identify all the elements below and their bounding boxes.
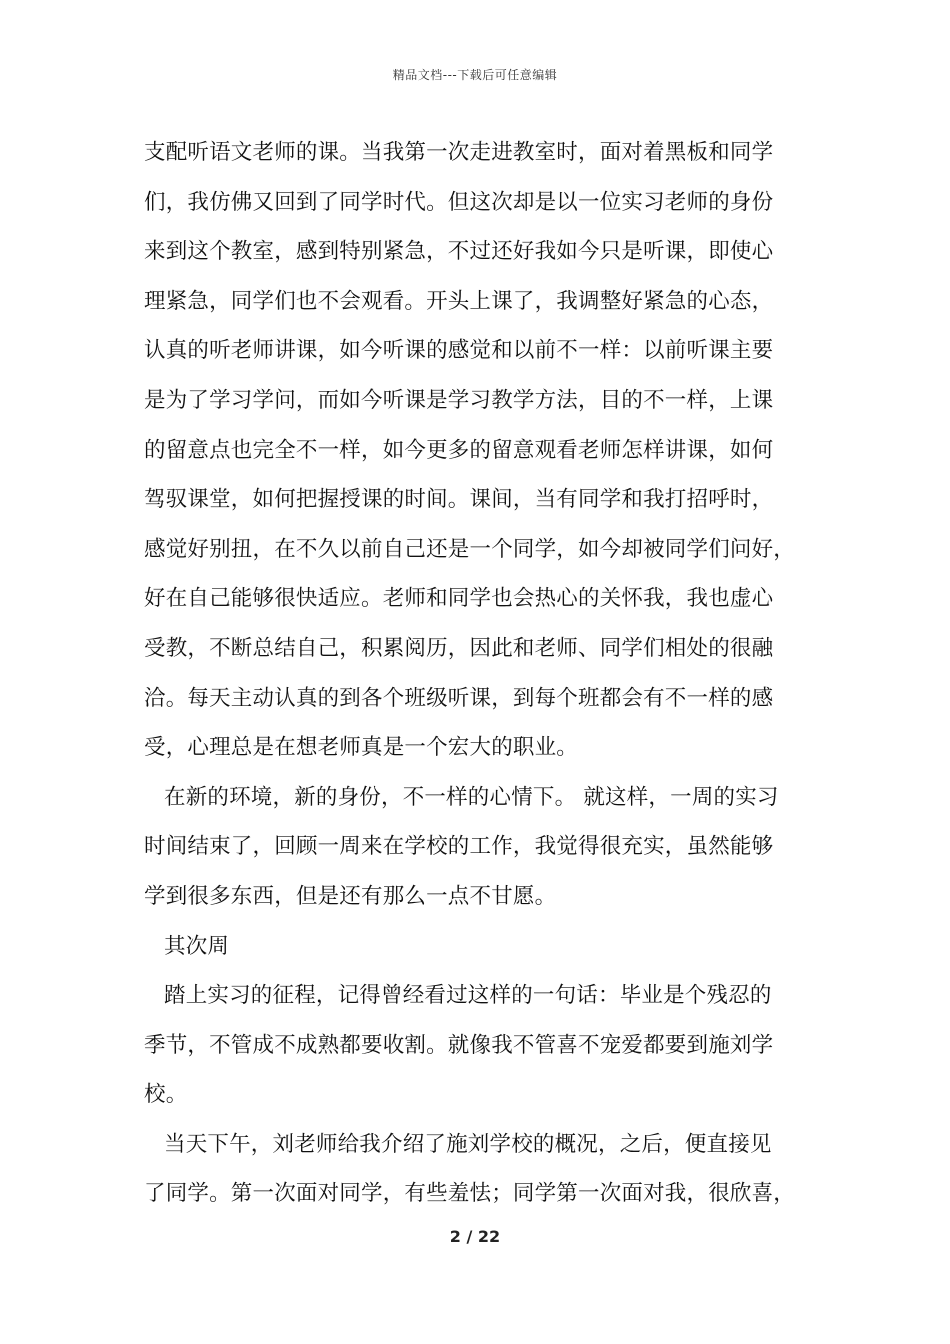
text-line: 是为了学习学问，而如今听课是学习教学方法，目的不一样，上课 [144,387,774,413]
text-line: 好在自己能够很快适应。老师和同学也会热心的关怀我，我也虚心 [144,586,774,612]
page-number: 2 / 22 [449,1227,501,1246]
text-line: 支配听语文老师的课。当我第一次走进教室时，面对着黑板和同学 [144,140,774,165]
text-line: 受教，不断总结自己，积累阅历，因此和老师、同学们相处的很融 [144,635,774,661]
text-line: 来到这个教室，感到特别紧急，不过还好我如今只是听课，即使心 [144,239,774,265]
text-line: 学到很多东西，但是还有那么一点不甘愿。 [144,883,557,909]
document-body [144,128,834,1219]
text-line: 感觉好别扭，在不久以前自己还是一个同学，如今却被同学们问好， [144,536,796,562]
text-line: 了同学。第一次面对同学，有些羞怯；同学第一次面对我，很欣喜， [144,1181,796,1207]
text-line: 们，我仿佛又回到了同学时代。但这次却是以一位实习老师的身份 [144,189,774,215]
text-line: 当天下午，刘老师给我介绍了施刘学校的概况，之后，便直接见 [164,1131,772,1157]
text-line: 驾驭课堂，如何把握授课的时间。课间，当有同学和我打招呼时， [144,487,774,513]
text-line: 校。 [144,1082,188,1108]
text-line: 踏上实习的征程，记得曾经看过这样的一句话：毕业是个残忍的 [164,983,772,1009]
text-line: 在新的环境，新的身份，不一样的心情下。 就这样，一周的实习 [164,784,779,810]
text-line: 认真的听老师讲课，如今听课的感觉和以前不一样：以前听课主要 [144,338,774,364]
text-line: 的留意点也完全不一样，如今更多的留意观看老师怎样讲课，如何 [144,437,774,463]
text-line: 理紧急，同学们也不会观看。开头上课了，我调整好紧急的心态， [144,288,774,314]
text-line: 其次周 [164,933,230,959]
text-line: 洽。每天主动认真的到各个班级听课，到每个班都会有不一样的感 [144,685,774,711]
text-line: 时间结束了，回顾一周来在学校的工作，我觉得很充实，虽然能够 [144,834,774,860]
page-header: 精品文档---下载后可任意编辑 [392,68,558,82]
text-line: 受，心理总是在想老师真是一个宏大的职业。 [144,735,579,761]
text-line: 季节，不管成不成熟都要收割。就像我不管喜不宠爱都要到施刘学 [144,1032,774,1058]
